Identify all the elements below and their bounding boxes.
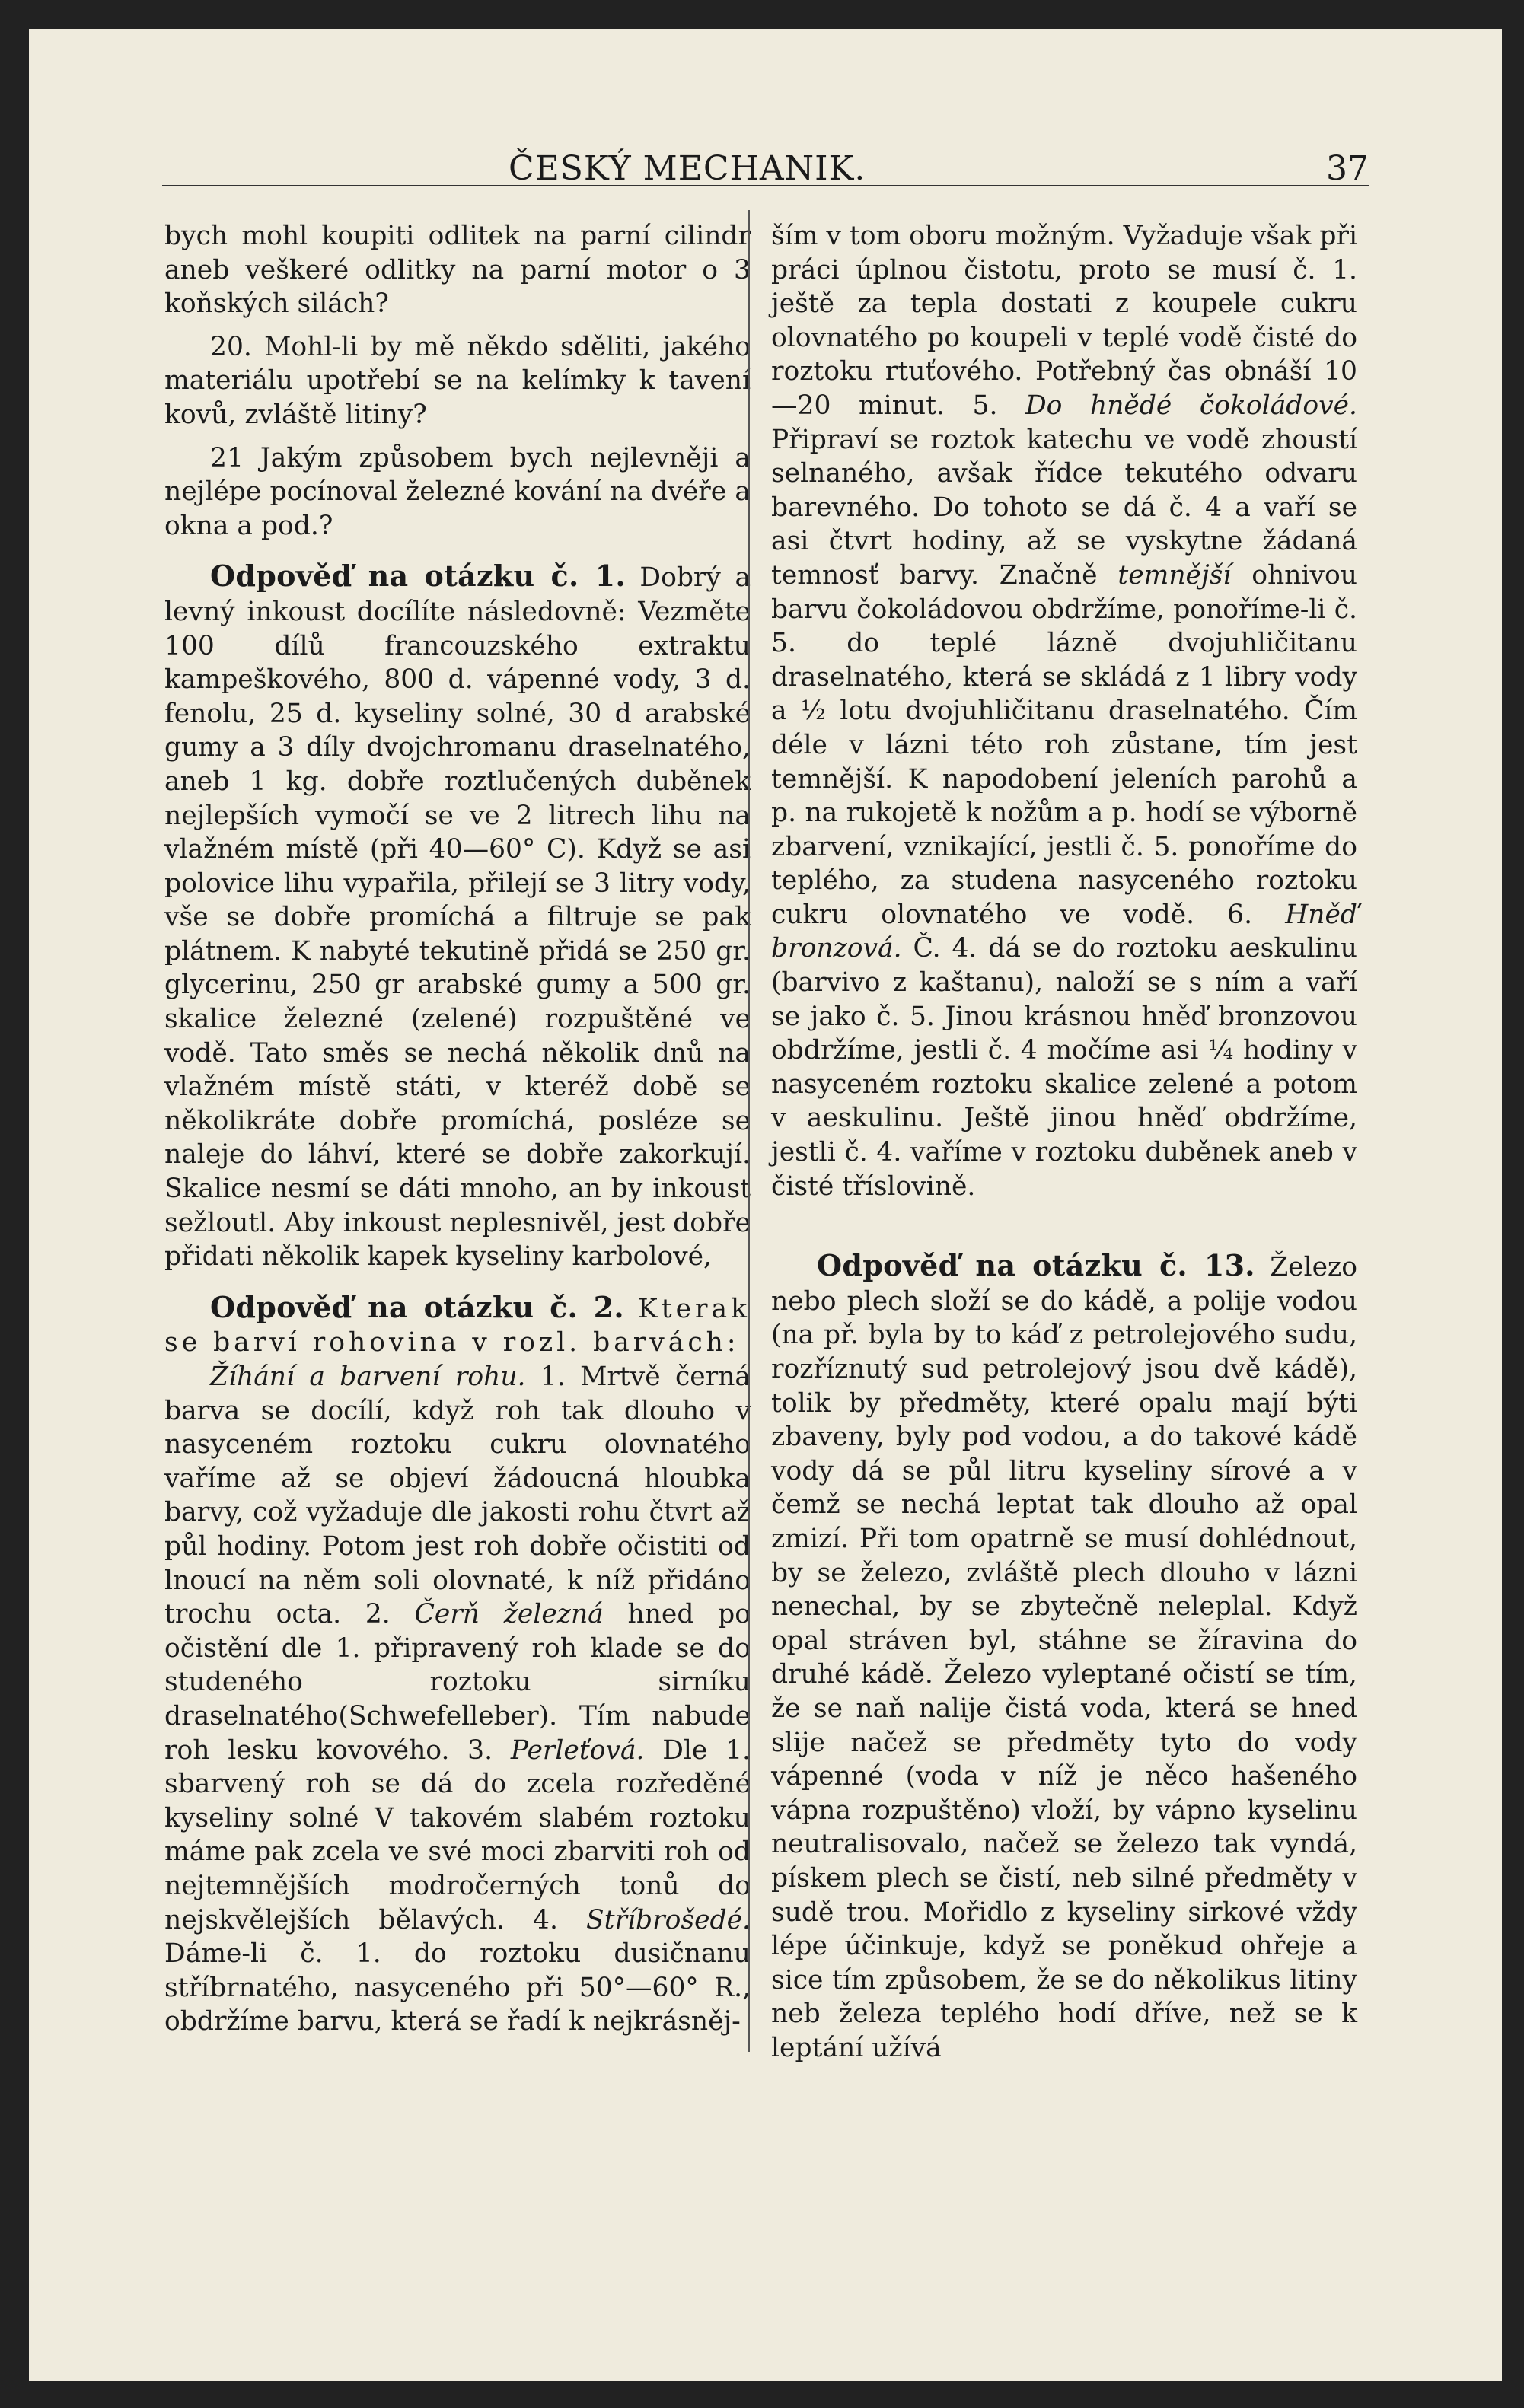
- answer-2-stribro: Stříbrošedé.: [586, 1904, 751, 1935]
- answer-2-heading: Odpověď na otázku č. 2.: [210, 1289, 624, 1324]
- page-number: 37: [1326, 149, 1369, 188]
- answer-2-bronz-title: Hněď bronzová.: [771, 899, 1357, 964]
- header-rule: [162, 183, 1369, 186]
- answer-2-right-4: Č. 4. dá se do roztoku aeskulinu (barvivo z kaštanu), naloží se s ním a vaří se jako č. 5. Jinou krásnou hněď bronzovou obdržíme, jestli č. 4 močíme asi ¼ hodiny v nasyceném roztoku skalice zelené a potom v aeskulinu. Ještě jinou hněď obdržíme, jestli č. 4. vaříme v roztoku duběnek aneb v čisté tříslovině.: [771, 933, 1357, 1202]
- answer-2-cern: Čerň železná: [414, 1599, 604, 1630]
- answer-1-heading: Odpověď na otázku č. 1.: [210, 559, 626, 594]
- answer-2-part-1: 1. Mrtvě černá barva se docílí, když roh tak dlouho v nasyceném roztoku cukru olovnatého vaříme až se objeví žádoucná hloubka barvy, což vyžaduje dle jakosti rohu čtvrt až půl hodiny. Potom jest roh dobře očistiti od lnoucí na něm soli olovnaté, k níž přidáno trochu octa. 2.: [164, 1362, 751, 1630]
- left-column: [164, 219, 751, 2039]
- answer-2-body: [164, 1360, 751, 2039]
- answer-2-temnejsi: temnější: [1117, 559, 1232, 591]
- question-19-end: bych mohl koupiti odlitek na parní cilindr aneb veškeré odlitky na parní motor o 3 koňských silách?: [164, 221, 751, 320]
- answer-2-right-1: ším v tom oboru možným. Vyžaduje však při práci úplnou čistotu, proto se musí č. 1. ještě za tepla dostati z koupele cukru olovnatého po koupeli v teplé vodě čisté do roztoku rtuťového. Potřebný čas obnáší 10—20 minut. 5.: [771, 221, 1357, 421]
- answer-2-perlet: Perleťová.: [510, 1734, 645, 1766]
- answer-2-hneda-title: Do hnědé čokoládové.: [1025, 390, 1357, 421]
- answer-2-subheading: Kterak se barví rohovina v rozl. barvách:: [164, 1293, 751, 1358]
- page: [29, 29, 1502, 2381]
- answer-2-part-2: hned po očistění dle 1. připravený roh klade se do studeného roztoku sirníku draselnatého(Schwefelleber). Tím nabude roh lesku kovového. 3.: [164, 1599, 751, 1766]
- question-21: 21 Jakým způsobem bych nejlevněji a nejlépe pocínoval železné kování na dvéře a okna a pod.?: [164, 442, 751, 541]
- right-column: [771, 219, 1357, 2065]
- answer-1-text: Dobrý a levný inkoust docílíte následovně: Vezměte 100 dílů francouzského extraktu kampeškového, 800 d. vápenné vody, 3 d. fenolu, 25 d. kyseliny solné, 30 d arabské gumy a 3 díly dvojchromanu draselnatého, aneb 1 kg. dobře roztlučených duběnek nejlepších vymočí se ve 2 litrech lihu na vlažném místě (při 40—60° C). Když se asi polovice lihu vypařila, přilejí se 3 litry vody, vše se dobře promíchá a filtruje se pak plátnem. K nabyté tekutině přidá se 250 gr. glycerinu, 250 gr arabské gumy a 500 gr. skalice železné (zelené) rozpuštěné ve vodě. Tato směs se nechá několik dnů na vlažném místě státi, v kteréž době se několikráte dobře promíchá, posléze se naleje do láhví, které se dobře zakorkují. Skalice nesmí se dáti mnoho, an by inkoust sežloutl. Aby inkoust neplesnivěl, jest dobře přidati několik kapek kyseliny karbolové,: [164, 562, 751, 1272]
- answer-2-part-4: Dáme-li č. 1. do roztoku dusičnanu stříbrnatého, nasyceného při 50°—60° R., obdržíme barvu, která se řadí k nejkrásněj-: [164, 1938, 751, 2037]
- answer-2-right-3: ohnivou barvu čokoládovou obdržíme, ponoříme-li č. 5. do teplé lázně dvojuhličitanu draselnatého, která se skládá z 1 libry vody a ½ lotu dvojuhličitanu draselnatého. Čím déle v lázni této roh zůstane, tím jest temnější. K napodobení jeleních parohů a p. na rukojetě k nožům a p. hodí se výborně zbarvení, vznikající, jestli č. 5. ponoříme do teplého, za studena nasyceného roztoku cukru olovnatého ve vodě. 6.: [771, 559, 1358, 930]
- answer-13-heading: Odpověď na otázku č. 13.: [817, 1248, 1255, 1283]
- journal-title: ČESKÝ MECHANIK.: [509, 149, 866, 188]
- answer-2-continued: [771, 219, 1357, 1203]
- answer-13-text: Železo nebo plech složí se do kádě, a polije vodou (na př. byla by to káď z petrolejového sudu, rozříznutý sud petrolejový jsou dvě kádě), tolik by předměty, které opalu mají býti zbaveny, byly pod vodou, a do takové kádě vody dá se půl litru kyseliny sírové a v čemž se nechá leptat tak dlouho až opal zmizí. Při tom opatrně se musí dohlédnout, by se železo, zvláště plech dlouho v lázni nenechal, by se zbytečně neleplal. Když opal stráven byl, stáhne se žíravina do druhé kádě. Železo vyleptané očistí se tím, že se naň nalije čistá voda, která se hned slije načež se předměty tyto do vody vápenné (voda v níž je něco hašeného vápna rozpuštěno) vloží, by vápno kyselinu neutralisovalo, načež se železo tak vyndá, pískem plech se čistí, neb silné předměty v sudě trou. Mořidlo z kyseliny sirkové vždy lépe účinkuje, když se poněkud ohřeje a sice tím způsobem, že se do několikus litiny neb železa teplého hodí dříve, než se k leptání užívá: [771, 1252, 1357, 2063]
- answer-13: [771, 1249, 1357, 2065]
- answer-2-right-2: Připraví se roztok katechu ve vodě zhoustí selnaného, avšak řídce tekutého odvaru barevného. Do tohoto se dá č. 4 a vaří se asi čtvrt hodiny, až se vyskytne žádaná temnosť barvy. Značně: [771, 424, 1357, 591]
- answer-2-title: Žíhání a barvení rohu.: [210, 1362, 526, 1392]
- question-20: 20. Mohl-li by mě někdo sděliti, jakého materiálu upotřebí se na kelímky k tavení kovů, zvláště litiny?: [164, 331, 751, 430]
- answer-2-part-3: Dle 1. sbarvený roh se dá do zcela rozředěné kyseliny solné V takovém slabém roztoku máme pak zcela ve své moci zbarviti roh od nejtemnějších modročerných tonů do nejskvělejších bělavých. 4.: [164, 1734, 751, 1935]
- answer-2: [164, 1291, 751, 1360]
- column-divider: [748, 210, 750, 2052]
- answer-1: [164, 559, 751, 1273]
- page-header: [29, 135, 1502, 196]
